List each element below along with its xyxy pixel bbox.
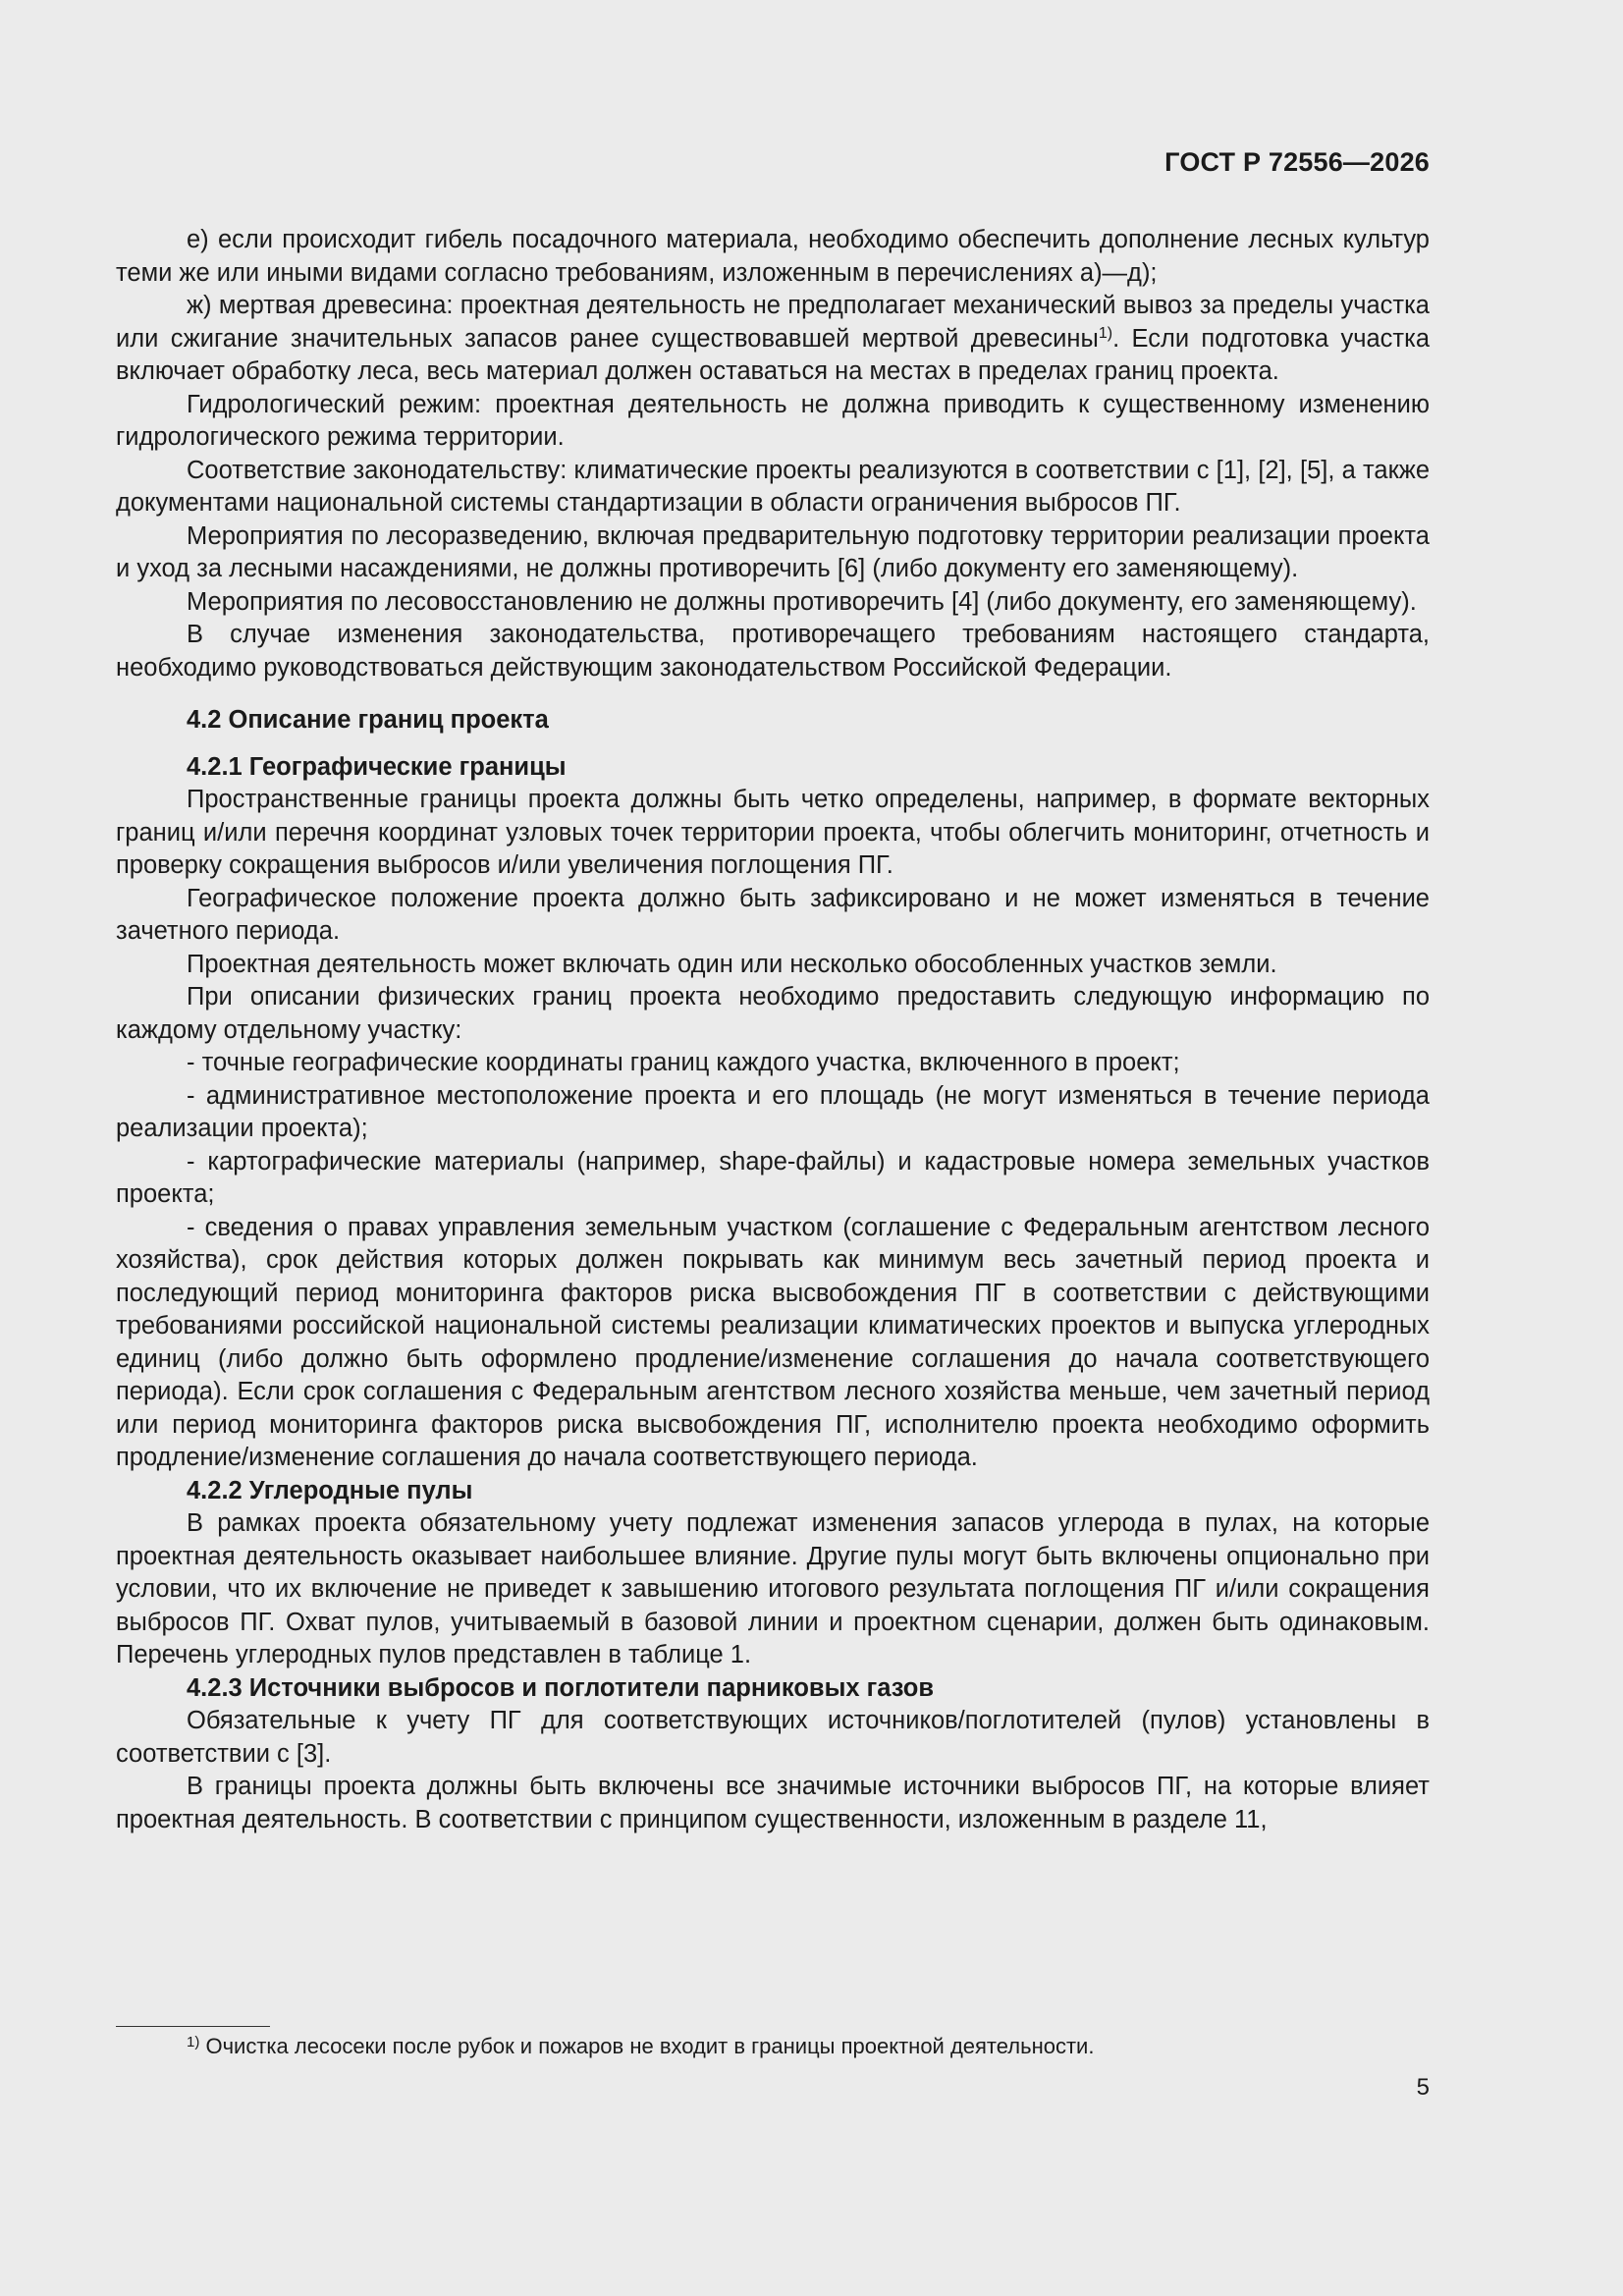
document-body <box>116 224 1430 1836</box>
footnote-marker: 1) <box>187 2034 200 2050</box>
section-heading-4-2-3: 4.2.3 Источники выбросов и поглотители парниковых газов <box>187 1673 935 1702</box>
paragraph-zh <box>116 290 1430 389</box>
paragraph-carbon-pools: В рамках проекта обязательному учету подлежат изменения запасов углерода в пулах, на которые проектная деятельность оказывает наибольшее влияние. Другие пулы могут быть включены опционально при условии, что их включение не приведет к завышению итогового результата поглощения ПГ и/или сокращения выбросов ПГ. Охват пулов, учитываемый в базовой линии и проектном сценарии, должен быть одинаковым. Перечень углеродных пулов представлен в таблице 1. <box>116 1509 1430 1668</box>
section-heading-4-2-1: 4.2.1 Географические границы <box>187 752 567 781</box>
list-item: - административное местоположение проекта и его площадь (не могут изменяться в течение периода реализации проекта); <box>116 1081 1430 1142</box>
paragraph-land-plots: Проектная деятельность может включать один или несколько обособленных участков земли. <box>187 950 1277 978</box>
footnote-divider <box>116 2026 270 2027</box>
paragraph-project-boundaries: В границы проекта должны быть включены все значимые источники выбросов ПГ, на которые влияет проектная деятельность. В соответствии с принципом существенности, изложенным в разделе 11, <box>116 1773 1430 1833</box>
section-heading-4-2: 4.2 Описание границ проекта <box>187 706 549 734</box>
page-number: 5 <box>1416 2074 1430 2101</box>
list-item: - сведения о правах управления земельным участком (соглашение с Федеральным агентством лесного хозяйства), срок действия которых должен покрывать как минимум весь зачетный период проекта и последующий период мониторинга факторов риска высвобождения ПГ в соответствии с действующими требованиями российской национальной системы реализации климатических проектов и выпуска углеродных единиц (либо должно быть оформлено продление/изменение соглашения до начала соответствующего периода). Если срок соглашения с Федеральным агентством лесного хозяйства меньше, чем зачетный период или период мониторинга факторов риска высвобождения ПГ, исполнителю проекта необходимо оформить продление/изменение соглашения до начала соответствующего периода. <box>116 1213 1430 1471</box>
section-heading-4-2-2: 4.2.2 Углеродные пулы <box>187 1476 473 1504</box>
footnote <box>187 2033 1094 2060</box>
paragraph-physical-boundaries: При описании физических границ проекта необходимо предоставить следующую информацию по каждому отдельному участку: <box>116 983 1430 1044</box>
footnote-ref[interactable]: 1) <box>1098 324 1113 342</box>
paragraph-geo-position: Географическое положение проекта должно быть зафиксировано и не может изменяться в течение зачетного периода. <box>116 884 1430 945</box>
paragraph-reforestation: Мероприятия по лесовосстановлению не должны противоречить [4] (либо документу, его заменяющему). <box>187 587 1417 616</box>
standard-code-header: ГОСТ Р 72556—2026 <box>1164 147 1430 177</box>
paragraph-hydrology: Гидрологический режим: проектная деятельность не должна приводить к существенному изменению гидрологического режима территории. <box>116 390 1430 451</box>
paragraph-afforestation: Мероприятия по лесоразведению, включая предварительную подготовку территории реализации проекта и уход за лесными насаждениями, не должны противоречить [6] (либо документу его заменяющему). <box>116 521 1430 582</box>
paragraph-spatial-boundaries: Пространственные границы проекта должны быть четко определены, например, в формате векторных границ и/или перечня координат узловых точек территории проекта, чтобы облегчить мониторинг, отчетность и проверку сокращения выбросов и/или увеличения поглощения ПГ. <box>116 786 1430 879</box>
footnote-text: Очистка лесосеки после рубок и пожаров не входит в границы проектной деятельности. <box>199 2034 1095 2058</box>
list-item: - картографические материалы (например, shape-файлы) и кадастровые номера земельных участков проекта; <box>116 1147 1430 1208</box>
list-item: - точные географические координаты границ каждого участка, включенного в проект; <box>187 1049 1180 1076</box>
paragraph-zh-text-cont: . Если подготовка участка включает обработку леса, весь материал должен оставаться на местах в пределах границ проекта. <box>116 324 1431 385</box>
paragraph-law-change: В случае изменения законодательства, противоречащего требованиям настоящего стандарта, необходимо руководствоваться действующим законодательством Российской Федерации. <box>116 621 1430 682</box>
paragraph-zh-text: ж) мертвая древесина: проектная деятельность не предполагает механический вывоз за пределы участка или сжигание значительных запасов ранее существовавшей мертвой древесины <box>116 292 1430 353</box>
paragraph-legislation: Соответствие законодательству: климатические проекты реализуются в соответствии с [1], [2], [5], а также документами национальной системы стандартизации в области ограничения выбросов ПГ. <box>116 456 1430 517</box>
paragraph-ghg-sources: Обязательные к учету ПГ для соответствующих источников/поглотителей (пулов) установлены в соответствии с [3]. <box>116 1707 1430 1768</box>
paragraph-e: е) если происходит гибель посадочного материала, необходимо обеспечить дополнение лесных культур теми же или иными видами согласно требованиям, изложенным в перечислениях а)—д); <box>116 226 1430 287</box>
